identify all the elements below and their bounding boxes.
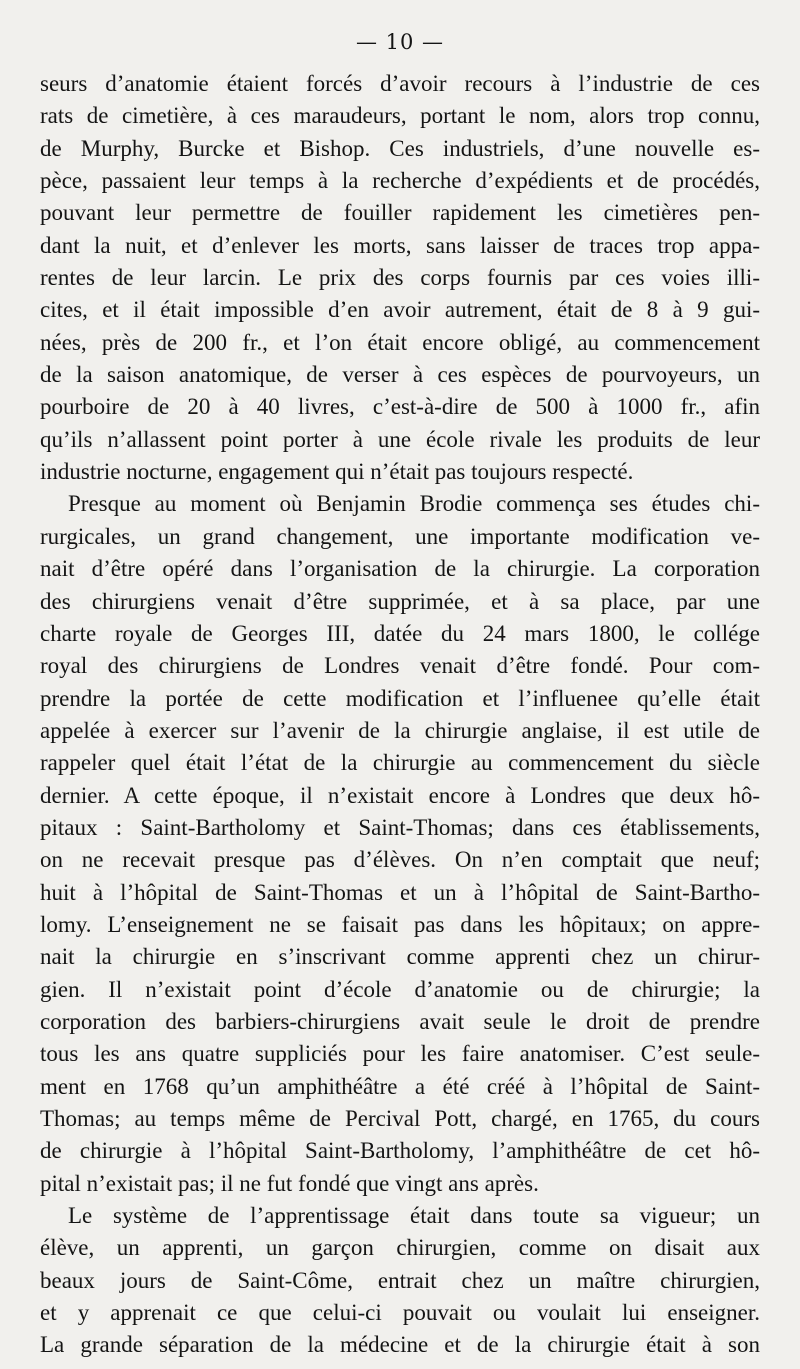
text-line: nait la chirurgie en s’inscrivant comme apprenti chez un chirur- xyxy=(40,944,760,970)
text-line: huit à l’hôpital de Saint-Thomas et un à l’hôpital de Saint-Bartho- xyxy=(40,879,760,905)
text-line: gien. Il n’existait point d’école d’anatomie ou de chirurgie; la xyxy=(40,976,760,1002)
paragraph-3 xyxy=(40,1200,760,1362)
text-line: industrie nocturne, engagement qui n’était pas toujours respecté. xyxy=(40,459,634,485)
text-line: prendre la portée de cette modification et l’influenee qu’elle était xyxy=(40,685,760,711)
page-number: — 10 — xyxy=(355,30,445,54)
body-text xyxy=(40,68,760,1362)
text-line: on ne recevait presque pas d’élèves. On n’en comptait que neuf; xyxy=(40,847,760,873)
text-line: rentes de leur larcin. Le prix des corps fournis par ces voies illi- xyxy=(40,265,760,291)
text-line: nées, près de 200 fr., et l’on était encore obligé, au commencement xyxy=(40,329,760,355)
text-line: de la saison anatomique, de verser à ces espèces de pourvoyeurs, un xyxy=(40,362,760,388)
text-line: ment en 1768 qu’un amphithéâtre a été créé à l’hôpital de Saint- xyxy=(40,1073,760,1099)
text-line: Thomas; au temps même de Percival Pott, chargé, en 1765, du cours xyxy=(40,1106,760,1131)
text-line: La grande séparation de la médecine et de la chirurgie était à son xyxy=(40,1332,760,1358)
paragraph-1 xyxy=(40,68,760,488)
text-line: lomy. L’enseignement ne se faisait pas dans les hôpitaux; on appre- xyxy=(40,911,760,937)
text-line: beaux jours de Saint-Côme, entrait chez un maître chirurgien, xyxy=(40,1267,760,1293)
text-line: dant la nuit, et d’enlever les morts, sans laisser de traces trop appa- xyxy=(40,232,760,258)
text-line: et y apprenait ce que celui-ci pouvait ou voulait lui enseigner. xyxy=(40,1300,760,1326)
text-line: Presque au moment où Benjamin Brodie commença ses études chi- xyxy=(68,491,760,517)
text-line: corporation des barbiers-chirurgiens avait seule le droit de prendre xyxy=(40,1008,760,1034)
text-line: de chirurgie à l’hôpital Saint-Bartholomy, l’amphithéâtre de cet hô- xyxy=(40,1138,760,1164)
text-line: rappeler quel était l’état de la chirurgie au commencement du siècle xyxy=(40,750,760,776)
text-line: rats de cimetière, à ces maraudeurs, portant le nom, alors trop connu, xyxy=(40,103,760,129)
text-line: pourboire de 20 à 40 livres, c’est-à-dire de 500 à 1000 fr., afin xyxy=(40,394,760,420)
text-line: tous les ans quatre suppliciés pour les faire anatomiser. C’est seule- xyxy=(40,1041,760,1067)
text-line: des chirurgiens venait d’être supprimée, et à sa place, par une xyxy=(40,588,760,614)
text-line: pital n’existait pas; il ne fut fondé que vingt ans après. xyxy=(40,1170,539,1196)
text-line: cites, et il était impossible d’en avoir autrement, était de 8 à 9 gui- xyxy=(40,297,760,323)
text-line: dernier. A cette époque, il n’existait encore à Londres que deux hô- xyxy=(40,782,760,808)
text-line: royal des chirurgiens de Londres venait d’être fondé. Pour com- xyxy=(40,653,760,679)
text-line: rurgicales, un grand changement, une importante modification ve- xyxy=(40,523,760,549)
text-line: pouvant leur permettre de fouiller rapidement les cimetières pen- xyxy=(40,200,760,226)
text-line: pitaux : Saint-Bartholomy et Saint-Thomas; dans ces établissements, xyxy=(40,814,760,840)
text-line: de Murphy, Burcke et Bishop. Ces industriels, d’une nouvelle es- xyxy=(40,135,760,161)
text-line: seurs d’anatomie étaient forcés d’avoir recours à l’industrie de ces xyxy=(40,71,760,96)
text-line: nait d’être opéré dans l’organisation de la chirurgie. La corporation xyxy=(40,556,760,582)
text-line: élève, un apprenti, un garçon chirurgien, comme on disait aux xyxy=(40,1235,760,1261)
text-line: appelée à exercer sur l’avenir de la chirurgie anglaise, il est utile de xyxy=(40,717,760,743)
text-line: qu’ils n’allassent point porter à une école rivale les produits de leur xyxy=(40,426,760,452)
text-line: Le système de l’apprentissage était dans toute sa vigueur; un xyxy=(68,1203,760,1229)
text-line: pèce, passaient leur temps à la recherche d’expédients et de procédés, xyxy=(40,168,760,194)
text-line: charte royale de Georges III, datée du 24 mars 1800, le collége xyxy=(40,620,760,646)
paragraph-2 xyxy=(40,488,760,1200)
